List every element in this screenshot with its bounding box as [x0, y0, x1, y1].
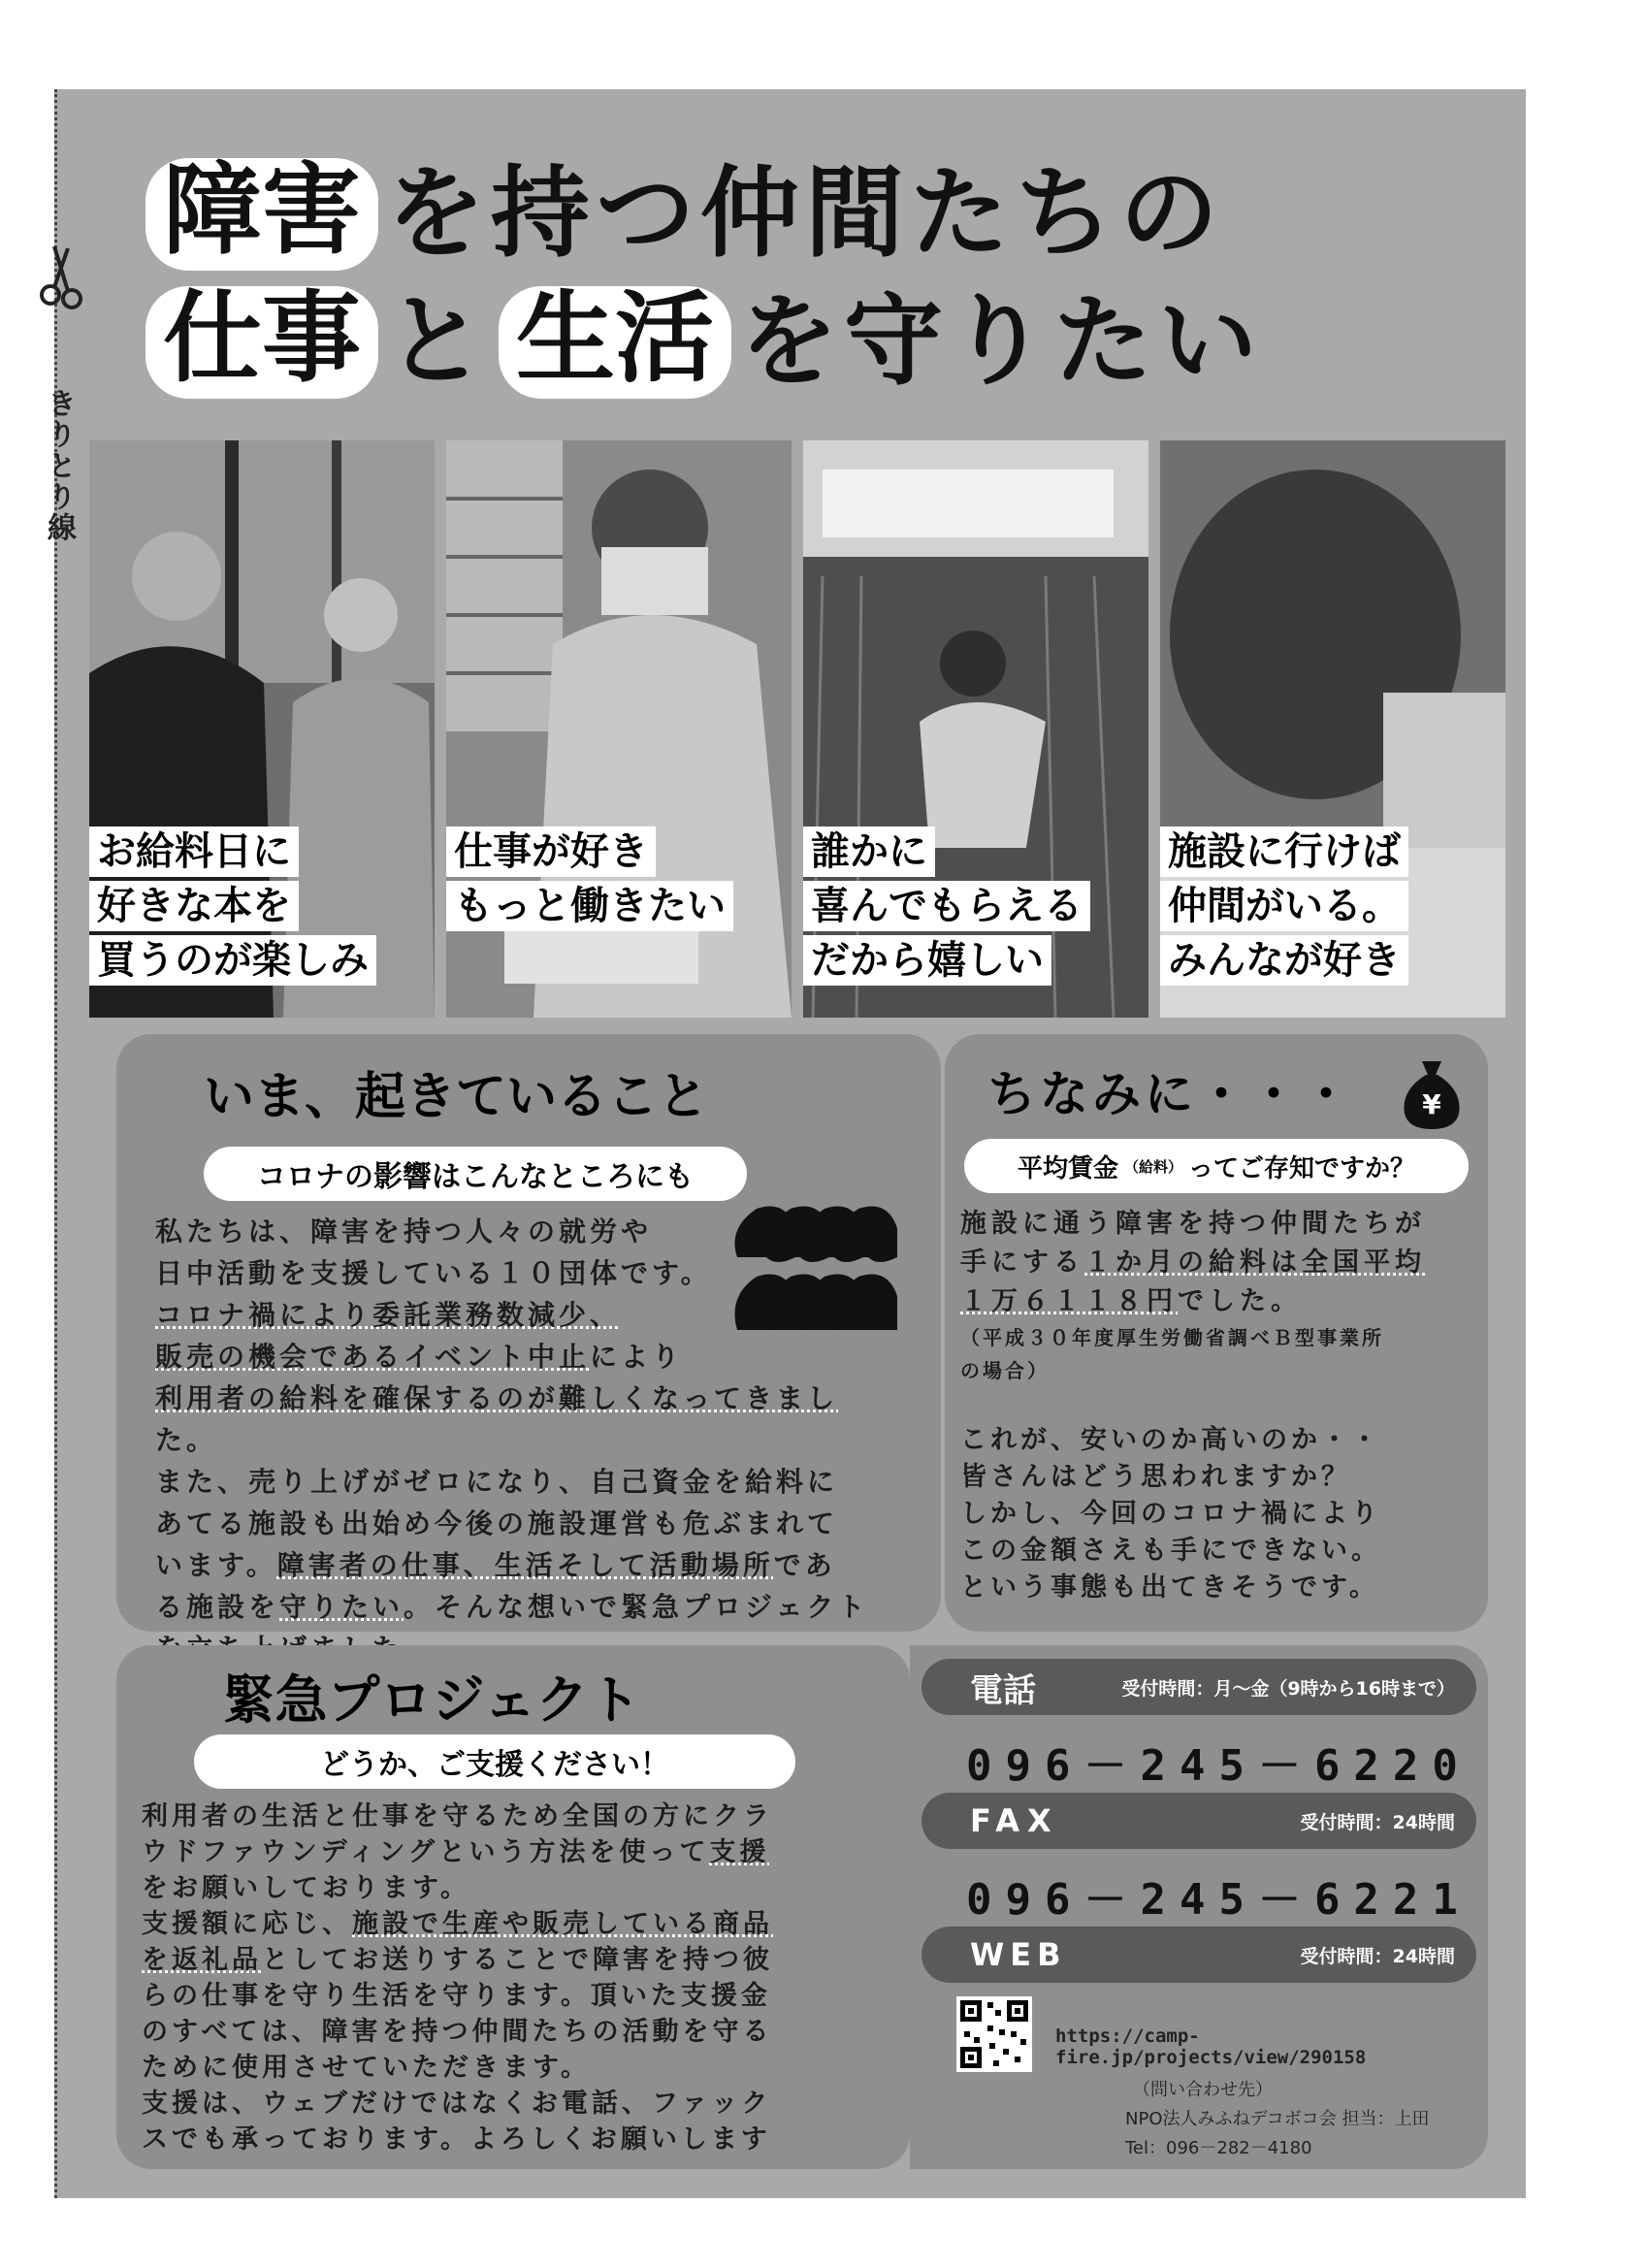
body-text: でした。	[1178, 1286, 1302, 1316]
emphasis-text: 障害者の仕事、生活そして活動場所	[276, 1549, 774, 1581]
caption-line: 喜んでもらえる	[803, 881, 1090, 931]
text-line	[142, 2050, 898, 2086]
text-line	[155, 1211, 912, 1252]
tel-label: 電話	[970, 1670, 1036, 1710]
text-line: これが、安いのか高いのか・・	[960, 1425, 1381, 1455]
emphasis-text: 販売の機会であるイベント中止	[155, 1341, 591, 1373]
text-line	[155, 1503, 912, 1544]
text-line	[155, 1294, 912, 1336]
body-text: た。	[155, 1424, 218, 1456]
title-highlight: 生活	[499, 286, 731, 399]
caption-line: もっと働きたい	[446, 881, 733, 931]
emphasis-text: １万６１１８円	[960, 1286, 1178, 1316]
average-wage-panel	[945, 1034, 1488, 1632]
sub-small: （給料）	[1123, 1157, 1182, 1176]
emergency-project-text	[142, 1798, 898, 2157]
section-subheading	[964, 1139, 1469, 1193]
text-line	[155, 1461, 912, 1503]
emphasis-text: 守りたい	[279, 1591, 404, 1623]
text-line	[155, 1377, 912, 1419]
section-subheading: コロナの影響はこんなところにも	[204, 1147, 747, 1201]
inquiry-org: NPO法人みふねデコボコ会 担当：上田	[1125, 2109, 1430, 2129]
body-text: 。そんな想いで緊急プロジェクト	[404, 1591, 869, 1623]
caption-line: 誰かに	[803, 826, 935, 877]
caption-line: 仲間がいる。	[1160, 881, 1408, 931]
section-subheading: どうか、ご支援ください！	[194, 1734, 795, 1789]
body-text: 私たちは、障害を持つ人々の就労や	[155, 1215, 653, 1247]
fax-bar	[922, 1793, 1476, 1849]
text-line: 皆さんはどう思われますか？	[960, 1462, 1351, 1492]
web-bar	[922, 1927, 1476, 1983]
text-line	[142, 1906, 898, 1942]
section-heading: いま、起きていること	[203, 1068, 708, 1126]
web-url[interactable]: https://camp-fire.jp/projects/view/290158	[1055, 2025, 1367, 2068]
body-text: 支援額に応じ、	[142, 1909, 352, 1939]
money-bag-icon	[1397, 1055, 1467, 1131]
text-line	[155, 1252, 912, 1294]
body-text: 施設に通う障害を持つ仲間たちが	[960, 1209, 1426, 1239]
text-line	[142, 2122, 898, 2157]
tel-number[interactable]: 096－245－6220	[966, 1741, 1471, 1791]
emergency-project-panel	[116, 1645, 910, 2169]
title-line-1	[146, 153, 1484, 275]
current-situation-text	[155, 1211, 912, 1669]
text-line	[960, 1282, 1474, 1321]
contact-panel	[910, 1645, 1488, 2169]
fax-hours: 受付時間：24時間	[1300, 1811, 1455, 1833]
body-text: 支援は、ウェブだけではなくお電話、ファック	[142, 2089, 772, 2119]
text-line	[155, 1544, 912, 1586]
photo-facility	[1160, 440, 1505, 1018]
caption-line: 買うのが楽しみ	[89, 935, 376, 986]
section-heading: 緊急プロジェクト	[222, 1669, 641, 1731]
body-text: 日中活動を支援している１０団体です。	[155, 1257, 712, 1289]
text-line: という事態も出てきそうです。	[960, 1572, 1379, 1603]
emphasis-text: 支援	[709, 1837, 770, 1867]
caption-line: みんなが好き	[1160, 935, 1408, 986]
body-text: らの仕事を守り生活を守ります。頂いた支援金	[142, 1981, 771, 2011]
tel-bar	[922, 1659, 1476, 1715]
body-text: います。	[155, 1549, 277, 1581]
text-line: の場合）	[960, 1359, 1050, 1382]
cut-line-label: きりとり線	[42, 388, 76, 543]
section-heading: ちなみに・・・	[987, 1066, 1354, 1122]
title-text: と	[386, 284, 491, 400]
text-line	[142, 1978, 898, 2014]
text-line	[155, 1336, 912, 1377]
text-line	[142, 1834, 898, 1870]
text-line: この金額さえも手にできない。	[960, 1536, 1381, 1566]
body-text: る施設を	[155, 1591, 280, 1623]
body-text: 利用者の生活と仕事を守るため全国の方にクラ	[142, 1801, 773, 1831]
page-title	[146, 153, 1484, 404]
emphasis-text: コロナ禍により委託業務数減少、	[155, 1299, 622, 1331]
caption-line: だから嬉しい	[803, 935, 1051, 986]
body-text: により	[590, 1341, 684, 1373]
text-line	[142, 1798, 898, 1834]
web-hours: 受付時間：24時間	[1300, 1945, 1455, 1967]
photo-working	[446, 440, 792, 1018]
body-text: また、売り上げがゼロになり、自己資金を給料に	[155, 1466, 839, 1498]
average-wage-note	[960, 1321, 1474, 1387]
current-situation-panel	[116, 1034, 941, 1632]
fax-label: FAX	[970, 1802, 1059, 1839]
emphasis-text: 施設で生産や販売している商品	[352, 1909, 773, 1939]
sub-end: ってご存知ですか？	[1188, 1153, 1416, 1183]
web-label: WEB	[970, 1936, 1067, 1973]
body-text: であ	[773, 1549, 836, 1581]
body-text: をお願いしております。	[142, 1873, 470, 1903]
photo-farming	[803, 440, 1148, 1018]
caption-line: 仕事が好き	[446, 826, 656, 877]
sub-main: 平均賃金	[1017, 1153, 1118, 1183]
emphasis-text: １か月の給料は全国平均	[1084, 1247, 1426, 1278]
text-line: しかし、今回のコロナ禍により	[960, 1499, 1381, 1529]
title-text: を持つ仲間たちの	[386, 156, 1224, 272]
body-text: 手にする	[960, 1247, 1084, 1278]
photo-caption	[89, 826, 376, 989]
average-wage-text	[960, 1205, 1474, 1321]
text-line	[960, 1244, 1474, 1282]
text-line	[155, 1419, 912, 1461]
photo-caption	[803, 826, 1090, 989]
body-text: あてる施設も出始め今後の施設運営も危ぶまれて	[155, 1507, 839, 1539]
text-line	[142, 1942, 898, 1978]
caption-line: 施設に行けば	[1160, 826, 1408, 877]
text-line: （平成３０年度厚生労働省調べＢ型事業所	[960, 1326, 1384, 1349]
tel-hours: 受付時間：月～金（9時から16時まで）	[1121, 1677, 1455, 1700]
title-highlight: 障害	[146, 158, 378, 271]
caption-line: 好きな本を	[89, 881, 299, 931]
inquiry-label: （問い合わせ先）	[1133, 2080, 1273, 2100]
qr-code-icon[interactable]	[956, 1996, 1032, 2072]
body-text: のすべては、障害を持つ仲間たちの活動を守る	[142, 2017, 773, 2047]
title-highlight: 仕事	[146, 286, 378, 399]
inquiry-tel: Tel：096－282－4180	[1125, 2138, 1312, 2158]
emphasis-text: 利用者の給料を確保するのが難しくなってきまし	[155, 1382, 839, 1414]
photo-strip	[89, 440, 1505, 1018]
body-text: としてお送りすることで障害を持つ彼	[262, 1945, 773, 1975]
flyer-content	[54, 89, 1523, 2198]
photo-caption	[446, 826, 733, 935]
photo-reading	[89, 440, 435, 1018]
svg-text:¥: ¥	[1422, 1088, 1441, 1120]
body-text: ために使用させていただきます。	[142, 2053, 591, 2083]
emphasis-text: を返礼品	[142, 1945, 262, 1975]
text-line	[142, 2014, 898, 2050]
body-text: スでも承っております。よろしくお願いします	[142, 2124, 771, 2155]
text-line	[142, 1870, 898, 1906]
title-text: を守りたい	[739, 284, 1263, 400]
title-line-2	[146, 281, 1484, 404]
fax-number[interactable]: 096－245－6221	[966, 1875, 1471, 1925]
text-line	[155, 1586, 912, 1628]
body-text: ウドファウンディングという方法を使って	[142, 1837, 710, 1867]
photo-caption	[1160, 826, 1408, 989]
text-line	[960, 1205, 1474, 1244]
caption-line: お給料日に	[89, 826, 299, 877]
text-line	[142, 2086, 898, 2122]
average-wage-question	[960, 1422, 1474, 1606]
